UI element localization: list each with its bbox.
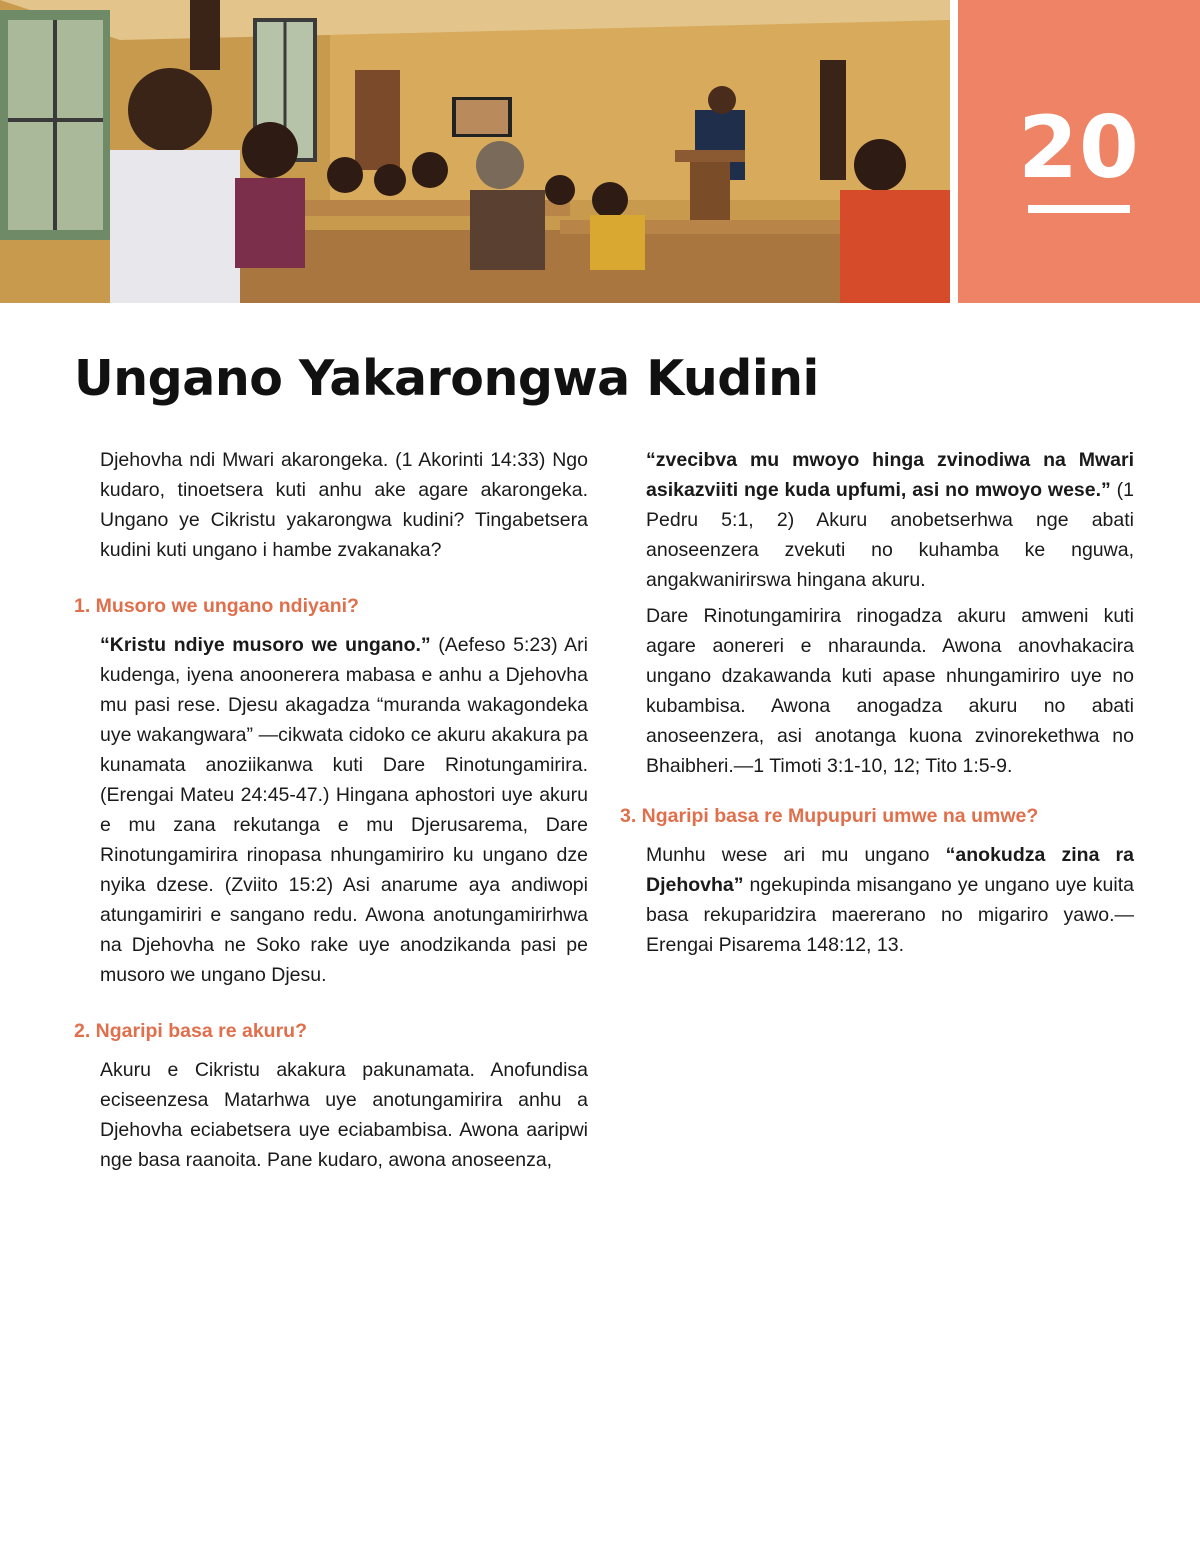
question-2-answer-continued [646, 445, 1134, 595]
question-2-answer-start: Akuru e Cikristu akakura pakunamata. Anofundisa eciseenzesa Matarhwa uye anotungamirira anhu a Djehovha eciabetsera uye eciabambisa. Awona aaripwi nge basa raanoita. Pane kudaro, awona anoseenza, [100, 1059, 588, 1171]
right-column [620, 445, 1134, 960]
intro-paragraph: Djehovha ndi Mwari akarongeka. (1 Akorinti 14:33) Ngo kudaro, tinoetsera kuti anhu ake agare akarongeka. Ungano ye Cikristu yakarongwa kudini? Tingabetsera kudini kuti ungano i hambe zvakanaka? [100, 449, 588, 561]
question-1-heading: 1. Musoro we ungano ndiyani? [74, 595, 359, 617]
question-3-heading: 3. Ngaripi basa re Mupupuri umwe na umwe? [620, 805, 1039, 827]
question-1-answer [100, 630, 588, 990]
question-1-quote: “Kristu ndiye musoro we ungano.” [100, 634, 431, 656]
lesson-number: 20 [1018, 98, 1140, 198]
page-title: Ungano Yakarongwa Kudini [74, 350, 819, 407]
badge-underline [1028, 205, 1130, 213]
hero-photo [0, 0, 950, 303]
question-2-paragraph-2: Dare Rinotungamirira rinogadza akuru amweni kuti agare aonereri e nharaunda. Awona anovhakacira ungano dzakawanda kuti apase nhungamiriro uye no kubambisa. Awona anogadza akuru no abati anoseenzera, asi anotanga kuona zvinorekethwa no Bhaibheri.—1 Timoti 3:1-10, 12; Tito 1:5-9. [646, 605, 1134, 777]
question-3-text-b: ngekupinda misangano ye ungano uye kuita basa rekuparidzira maererano no migariro yawo.—Erengai Pisarema 148:12, 13. [646, 874, 1134, 956]
question-2-heading: 2. Ngaripi basa re akuru? [74, 1020, 308, 1042]
question-1-text: (Aefeso 5:23) Ari kudenga, iyena anoonerera mabasa e anhu a Djehovha mu pasi rese. Djesu akagadza “muranda wakagondeka uye wakangwara” —cikwata cidoko ce akuru akakura pa kunamata anoziikanwa kuti Dare Rinotungamirira. (Erengai Mateu 24:45-47.) Hingana aphostori uye akuru e mu zana rekutanga e mu Djerusarema, Dare Rinotungamirira rinopasa nhungamiriro ku ungano dze nyika dzese. (Zviito 15:2) Asi anarume aya andiwopi atungamiriri e sangano redu. Awona anotungamirirhwa na Djehovha ne Soko rake uye anodzikanda pasi pe musoro we ungano Djesu. [100, 634, 588, 986]
question-3-answer [646, 840, 1134, 960]
question-3-text-a: Munhu wese ari mu ungano [646, 844, 946, 866]
congregation-meeting-illustration [0, 0, 950, 303]
lesson-number-badge [958, 0, 1200, 303]
left-column [74, 445, 588, 1175]
question-3-quote: “anokudza zina ra Djehovha” [646, 844, 1134, 896]
question-2-quote: “zvecibva mu mwoyo hinga zvinodiwa na Mwari asikazviiti nge kuda upfumi, asi no mwoyo wese.” [646, 449, 1134, 501]
question-2-text: (1 Pedru 5:1, 2) Akuru anobetserhwa nge abati anoseenzera zvekuti no kuhamba ke nguwa, angakwanirirswa hingana akuru. [646, 479, 1134, 591]
